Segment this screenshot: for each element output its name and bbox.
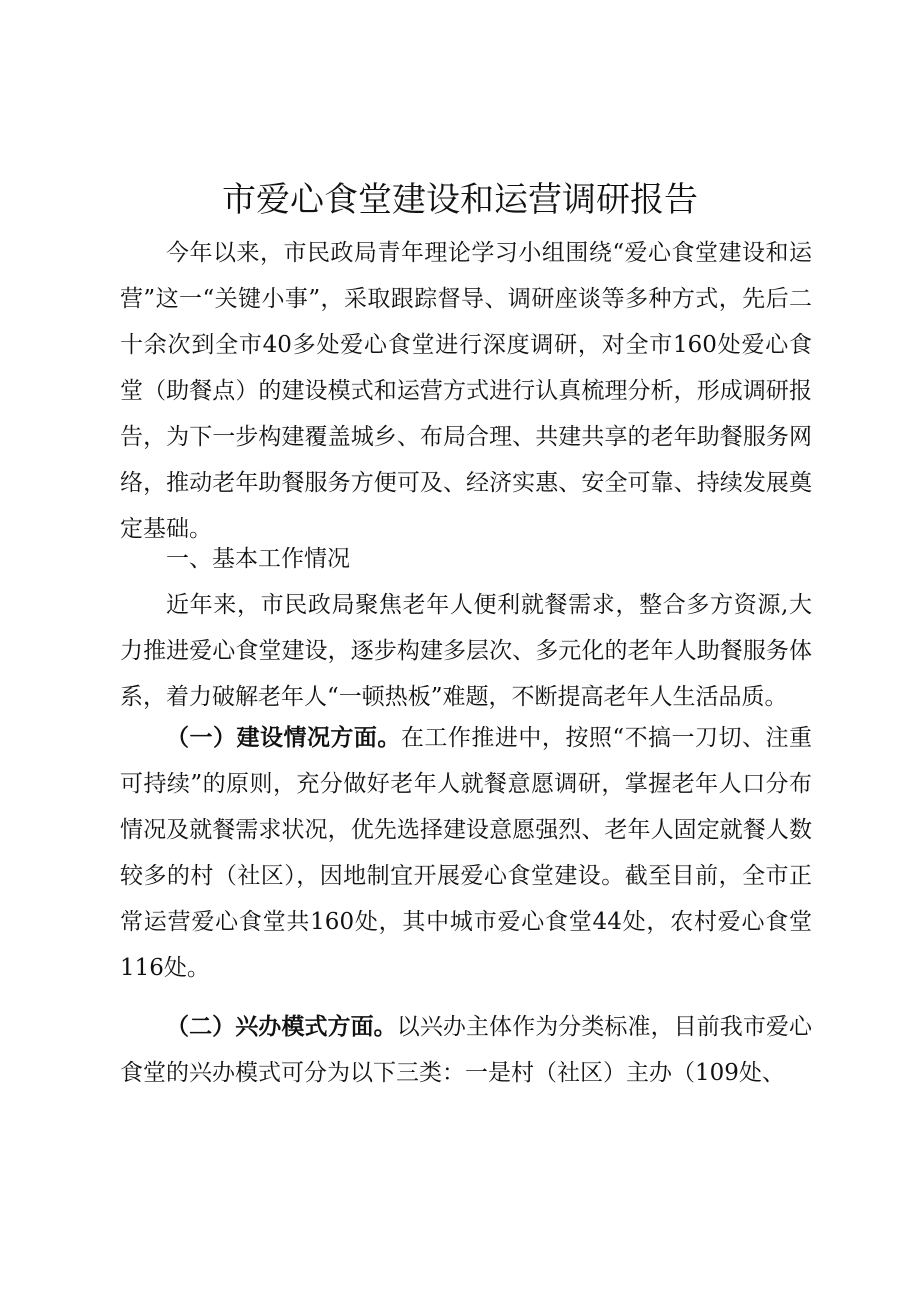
intro-paragraph: 今年以来，市民政局青年理论学习小组围绕“爱心食堂建设和运营”这一“关键小事”，采取跟踪督导、调研座谈等多种方式，先后二十余次到全市40多处爱心食堂进行深度调研，对全市160处爱心食堂（助餐点）的建设模式和运营方式进行认真梳理分析，形成调研报告，为下一步构建覆盖城乡、布局合理、共建共享的老年助餐服务网络，推动老年助餐服务方便可及、经济实惠、安全可靠、持续发展奠定基础。 (120, 240, 812, 542)
construction-lead: （一）建设情况方面。 (166, 725, 401, 751)
operation-mode-text: 以兴办主体作为分类标准，目前我市爱心食堂的兴办模式可分为以下三类：一是村（社区）主办（109处、 (120, 1014, 813, 1086)
operation-mode-lead: （二）兴办模式方面。 (166, 1014, 397, 1040)
section-paragraph: 近年来，市民政局聚焦老年人便利就餐需求，整合多方资源,大力推进爱心食堂建设，逐步构建多层次、多元化的老年人助餐服务体系，着力破解老年人“一顿热板”难题，不断提高老年人生活品质。 (120, 592, 812, 710)
document-title: 市爱心食堂建设和运营调研报告 (222, 180, 698, 220)
section-heading: 一、基本工作情况 (166, 546, 350, 572)
construction-paragraph (120, 715, 812, 991)
operation-mode-paragraph (120, 1004, 812, 1096)
construction-text: 在工作推进中，按照“不搞一刀切、注重可持续”的原则，充分做好老年人就餐意愿调研，掌握老年人口分布情况及就餐需求状况，优先选择建设意愿强烈、老年人固定就餐人数较多的村（社区），因地制宜开展爱心食堂建设。截至目前，全市正常运营爱心食堂共160处，其中城市爱心食堂44处，农村爱心食堂116处。 (120, 725, 812, 981)
